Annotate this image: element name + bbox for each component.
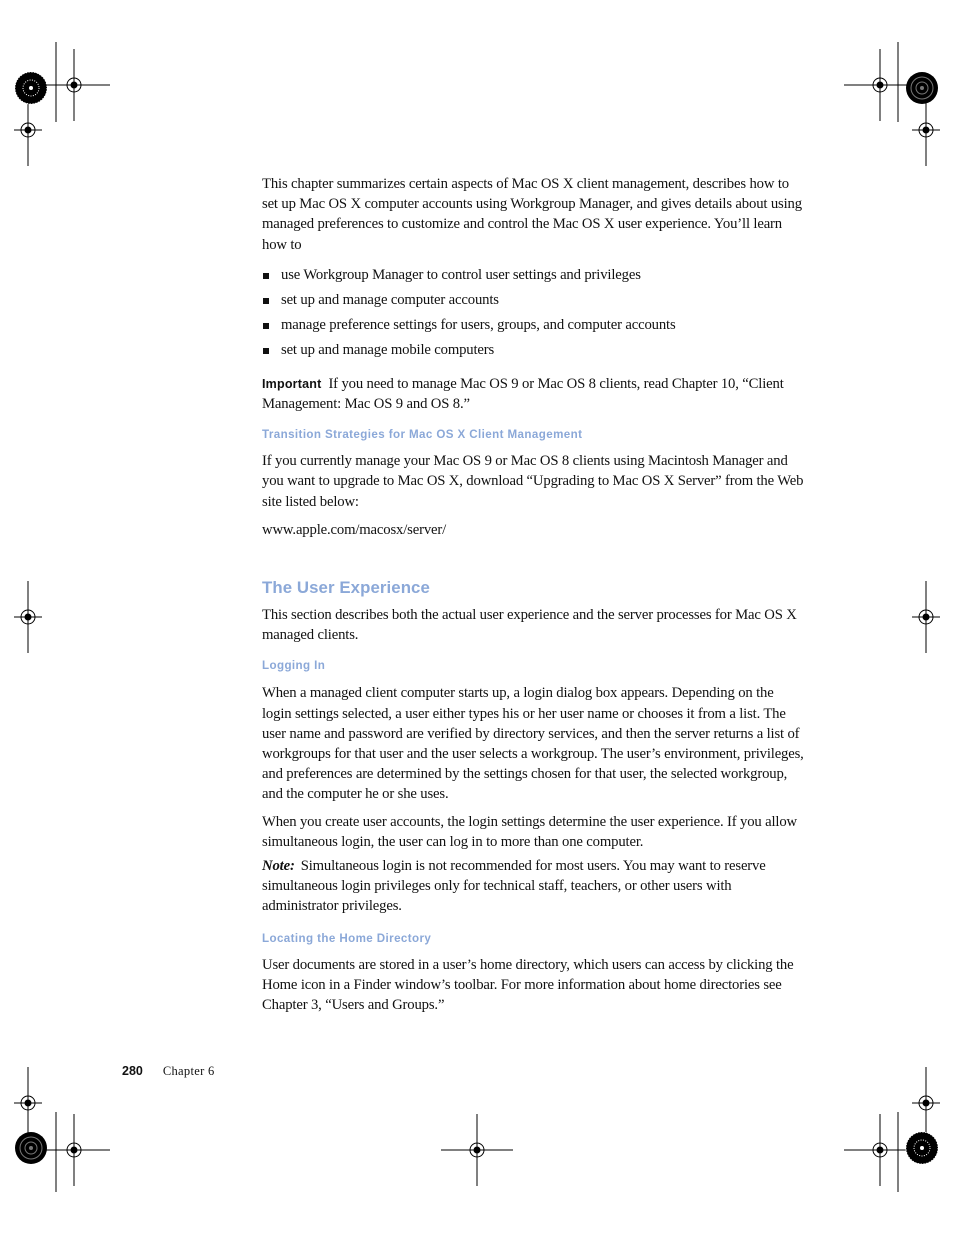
bullet-square-icon [263,348,269,354]
home-directory-paragraph: User documents are stored in a user’s home directory, which users can access by clicking the Home icon in a Finder window’s toolbar. For more information about home directories see Chapter 3, “Users and Groups.” [262,956,794,1014]
important-label: Important [262,376,322,391]
chapter-label: Chapter 6 [162,1064,215,1078]
transition-heading: Transition Strategies for Mac OS X Client Management [262,428,583,442]
intro-paragraph: This chapter summarizes certain aspects of Mac OS X client management, describes how to set up Mac OS X computer accounts using Workgroup Manager, and gives details about using managed preferences to customize and control the Mac OS X user experience. You’ll learn how to [262,176,802,253]
note-text: Simultaneous login is not recommended for most users. You may want to reserve simultaneous login privileges only for technical staff, teachers, or other users with administrator privileges. [262,858,766,915]
note-label: Note: [262,858,295,875]
logging-in-paragraph-2: When you create user accounts, the login settings determine the user experience. If you allow simultaneous login, the user can log in to more than one computer. [262,813,797,850]
logging-in-heading: Logging In [262,659,326,673]
list-item: use Workgroup Manager to control user settings and privileges [262,265,806,290]
important-note [262,374,806,414]
home-directory-heading: Locating the Home Directory [262,931,432,945]
logging-in-paragraph-1: When a managed client computer starts up, a login dialog box appears. Depending on the login settings selected, a user either types his or her user name or chooses it from a list. The user name and password are verified by directory services, and then the server returns a list of workgroups for that user and the user selects a workgroup. The user’s environment, privileges, and preferences are determined by the settings chosen for that user, the selected workgroup, and the computer he or she uses. [262,685,804,803]
intro-bullet-list [262,265,806,365]
list-item: manage preference settings for users, groups, and computer accounts [262,315,806,340]
server-url: www.apple.com/macosx/server/ [262,521,447,538]
important-text: If you need to manage Mac OS 9 or Mac OS 8 clients, read Chapter 10, “Client Management: Mac OS 9 and OS 8.” [262,375,784,413]
list-item: set up and manage computer accounts [262,290,806,315]
transition-paragraph: If you currently manage your Mac OS 9 or Mac OS 8 clients using Macintosh Manager and you want to upgrade to Mac OS X, download “Upgrading to Mac OS X Server” from the Web site listed below: [262,453,804,510]
page-body [262,174,806,1015]
page-footer [122,1064,215,1079]
page-number: 280 [122,1064,143,1078]
bullet-square-icon [263,298,269,304]
bullet-square-icon [263,273,269,279]
list-item: set up and manage mobile computers [262,340,806,365]
bullet-square-icon [263,323,269,329]
user-experience-paragraph: This section describes both the actual user experience and the server processes for Mac OS X managed clients. [262,607,797,644]
note-paragraph [262,856,806,917]
user-experience-heading: The User Experience [262,578,430,598]
